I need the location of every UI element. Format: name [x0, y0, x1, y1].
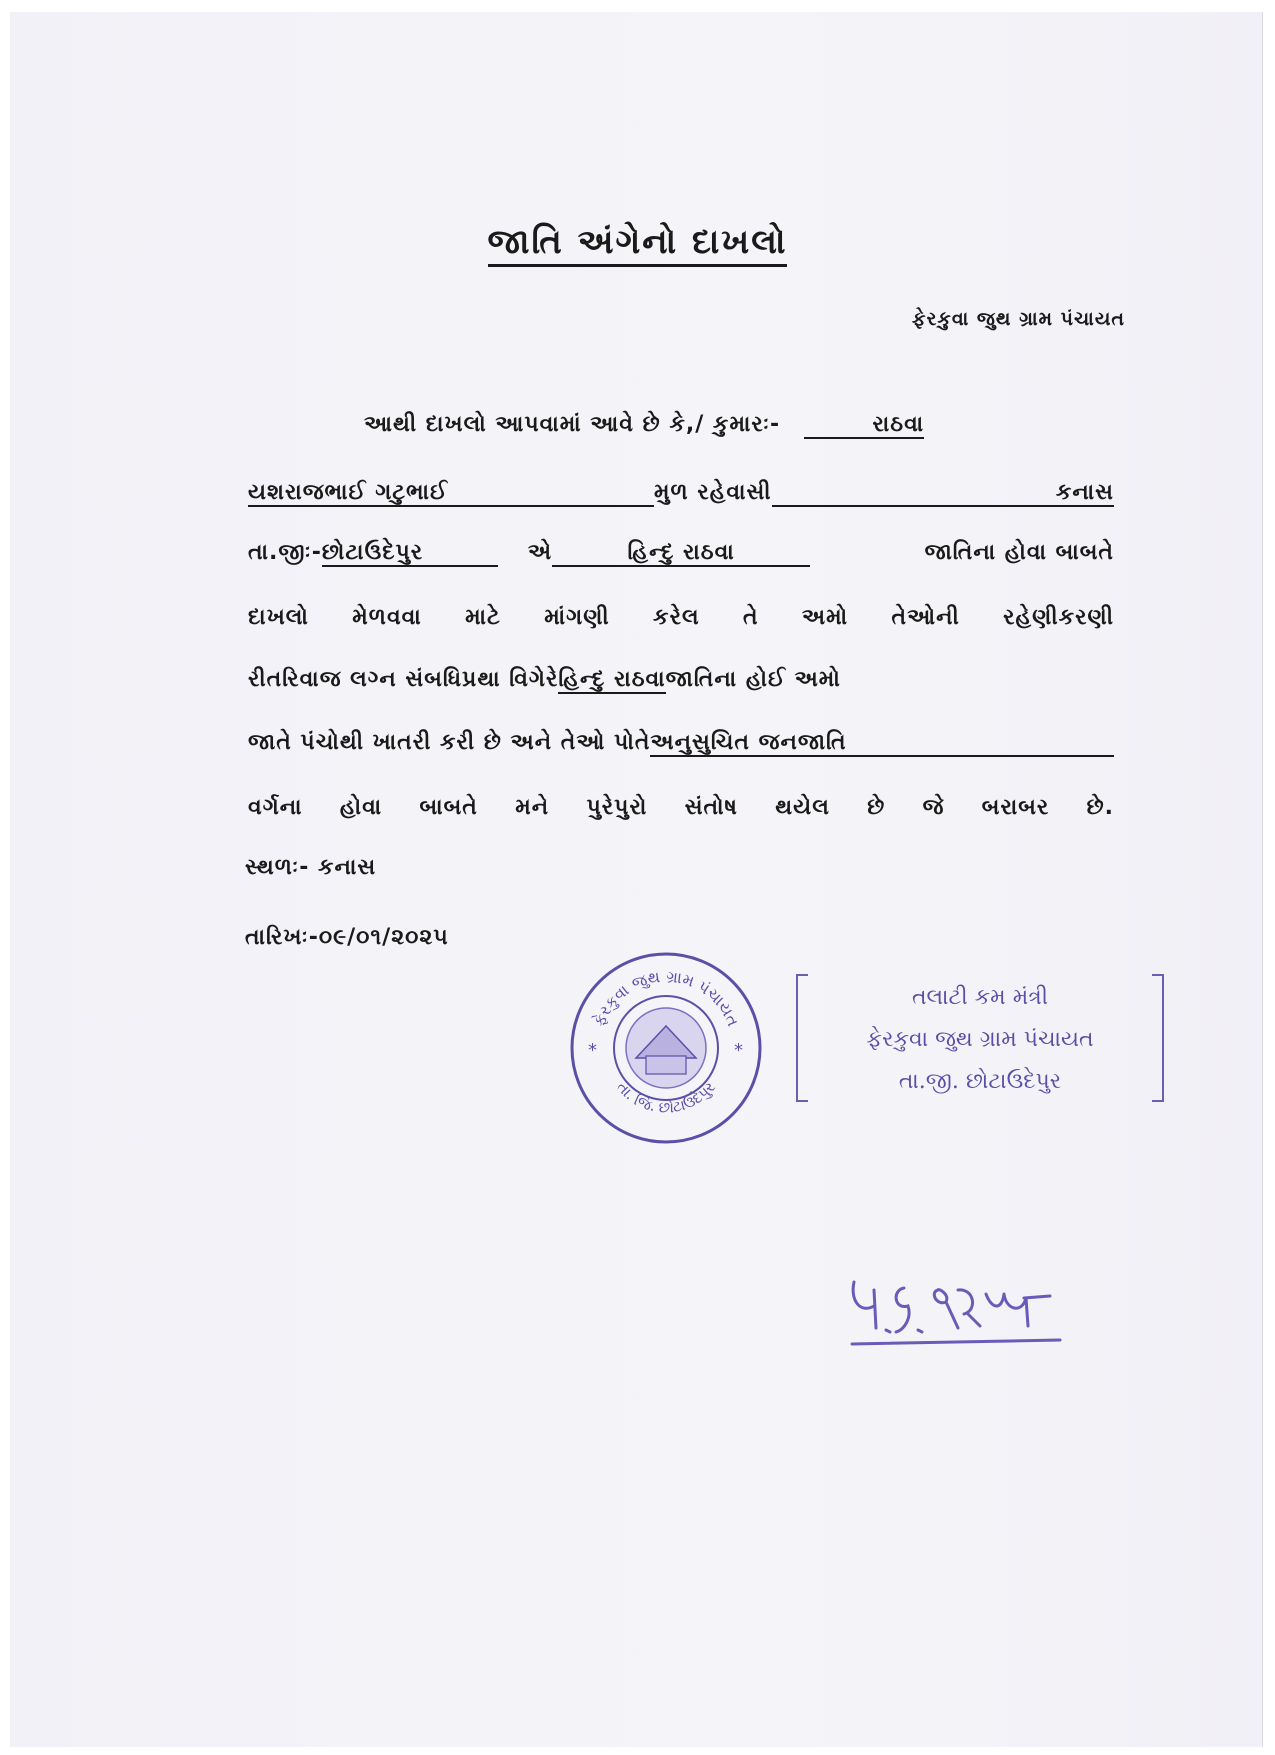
line3-mid: એ — [527, 540, 553, 565]
seal-star-right-icon: * — [734, 1040, 743, 1061]
signature — [846, 1270, 1076, 1350]
line6-prefix: જાતે પંચોથી ખાતરી કરી છે અને તેઓ પોતે — [248, 730, 651, 755]
signature-stroke — [852, 1282, 1060, 1344]
body-line-7 — [248, 795, 1114, 820]
body-line-3 — [248, 540, 1114, 567]
line5-prefix: રીતરિવાજ લગ્ન સંબધિપ્રથા વિગેરે — [248, 667, 559, 692]
document-page — [10, 12, 1263, 1747]
surname-field: રાઠવા — [804, 412, 924, 439]
line5-suffix: જાતિના હોઈ અમો — [665, 667, 841, 692]
seal-emblem-base — [646, 1056, 686, 1074]
line3-suffix: જાતિના હોવા બાબતે — [924, 540, 1114, 565]
place-line: સ્થળઃ- કનાસ — [245, 855, 377, 880]
applicant-name-field: યશરાજભાઈ ગટુભાઈ — [248, 480, 654, 507]
seal-top-text: ફેરકુવા જુથ ગ્રામ પંચાયત — [589, 966, 743, 1029]
designation-stamp — [796, 974, 1164, 1102]
body-line-2 — [248, 480, 1114, 507]
stamp-taluka: તા.જી. છોટાઉદેપુર — [898, 1069, 1062, 1094]
body-line-6 — [248, 730, 1114, 757]
village-field: કનાસ — [772, 480, 1114, 507]
line7-text: વર્ગના હોવા બાબતે મને પુરેપુરો સંતોષ થયેલ છે જે બરાબર છે. — [248, 795, 1114, 820]
panchayat-name: ફેરકુવા જુથ ગ્રામ પંચાયત — [912, 308, 1125, 330]
body-line-1 — [248, 412, 1114, 439]
seal-bottom-text: તા. જિ. છોટાઉદેપુર — [613, 1078, 719, 1117]
date-line: તારિખઃ-૦૯/૦૧/૨૦૨૫ — [245, 925, 449, 950]
taluka-field: છોટાઉદેપુર — [322, 540, 498, 567]
body-line-5 — [248, 667, 1114, 694]
taluka-label: તા.જીઃ- — [248, 540, 322, 565]
seal-star-left-icon: * — [588, 1040, 597, 1061]
line1-text: આથી દાખલો આપવામાં આવે છે કે,/ કુમારઃ- — [364, 412, 781, 437]
caste-field-2: હિન્દુ રાઠવા — [558, 667, 666, 692]
resident-label: મુળ રહેવાસી — [654, 480, 772, 505]
body-line-4 — [248, 605, 1114, 630]
caste-field: હિન્દુ રાઠવા — [552, 540, 810, 567]
category-field: અનુસુચિત જનજાતિ — [650, 730, 1114, 757]
stamp-designation: તલાટી કમ મંત્રી — [911, 985, 1049, 1010]
certificate-title: જાતિ અંગેનો દાખલો — [0, 222, 1275, 262]
panchayat-seal — [566, 948, 766, 1148]
stamp-office: ફેરકુવા જુથ ગ્રામ પંચાયત — [866, 1027, 1094, 1052]
line4-text: દાખલો મેળવવા માટે માંગણી કરેલ તે અમો તેઓની રહેણીકરણી — [248, 605, 1114, 630]
